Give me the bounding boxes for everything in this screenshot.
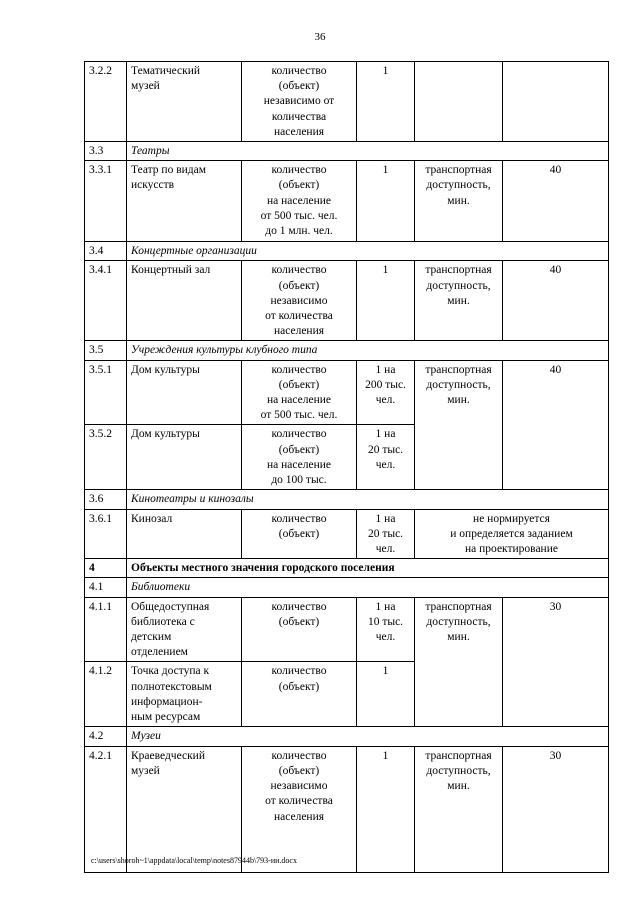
object-name: Общедоступная библиотека с детским отделением bbox=[127, 597, 242, 662]
section-title: Музеи bbox=[127, 727, 609, 746]
row-number: 3.2.2 bbox=[85, 62, 127, 142]
accessibility-type: транспортная доступность, мин. bbox=[415, 746, 503, 872]
page-number: 36 bbox=[314, 31, 326, 43]
row-number: 3.4.1 bbox=[85, 261, 127, 341]
section-number: 4 bbox=[85, 559, 127, 578]
indicator-value: 1 на 20 тыс. чел. bbox=[357, 425, 415, 490]
table-row bbox=[85, 746, 609, 872]
indicator-unit: количество (объект) независимо от количества населения bbox=[242, 261, 357, 341]
indicator-unit: количество (объект) независимо от количества населения bbox=[242, 62, 357, 142]
table-row bbox=[85, 62, 609, 142]
accessibility-value: 40 bbox=[503, 360, 609, 490]
accessibility-type: транспортная доступность, мин. bbox=[415, 597, 503, 727]
object-name: Дом культуры bbox=[127, 360, 242, 425]
accessibility-value: 30 bbox=[503, 746, 609, 872]
table-row bbox=[85, 161, 609, 242]
section-number: 3.4 bbox=[85, 242, 127, 261]
object-name: Дом культуры bbox=[127, 425, 242, 490]
object-name: Театр по видам искусств bbox=[127, 161, 242, 242]
section-row bbox=[85, 341, 609, 360]
section-row bbox=[85, 578, 609, 597]
object-name: Точка доступа к полнотекстовым информацион- ным ресурсам bbox=[127, 662, 242, 727]
section-row bbox=[85, 242, 609, 261]
row-number: 3.6.1 bbox=[85, 509, 127, 559]
indicator-unit: количество (объект) bbox=[242, 662, 357, 727]
table-row bbox=[85, 509, 609, 559]
indicator-value: 1 на 10 тыс. чел. bbox=[357, 597, 415, 662]
indicator-value: 1 bbox=[357, 662, 415, 727]
accessibility-value: 40 bbox=[503, 161, 609, 242]
indicator-unit: количество (объект) на население до 100 тыс. bbox=[242, 425, 357, 490]
object-name: Концертный зал bbox=[127, 261, 242, 341]
section-number: 3.3 bbox=[85, 142, 127, 161]
section-title: Объекты местного значения городского поселения bbox=[127, 559, 609, 578]
indicator-value: 1 на 200 тыс. чел. bbox=[357, 360, 415, 425]
accessibility-value bbox=[503, 62, 609, 142]
section-number: 3.5 bbox=[85, 341, 127, 360]
row-number: 4.1.1 bbox=[85, 597, 127, 662]
indicator-value: 1 bbox=[357, 261, 415, 341]
section-row bbox=[85, 142, 609, 161]
indicator-value: 1 bbox=[357, 62, 415, 142]
object-name: Краеведческий музей bbox=[127, 746, 242, 872]
indicator-value: 1 на 20 тыс. чел. bbox=[357, 509, 415, 559]
table-row bbox=[85, 261, 609, 341]
not-normalized-note: не нормируется и определяется заданием на проектирование bbox=[415, 509, 609, 559]
section-title: Библиотеки bbox=[127, 578, 609, 597]
section-title: Учреждения культуры клубного типа bbox=[127, 341, 609, 360]
row-number: 3.3.1 bbox=[85, 161, 127, 242]
object-name: Тематический музей bbox=[127, 62, 242, 142]
section-row bbox=[85, 727, 609, 746]
indicator-value: 1 bbox=[357, 161, 415, 242]
row-number: 3.5.1 bbox=[85, 360, 127, 425]
row-number: 4.1.2 bbox=[85, 662, 127, 727]
file-path-footer: c:\users\shoroh~1\appdata\local\temp\notes87944b\793-ии.docx bbox=[91, 856, 297, 865]
accessibility-type bbox=[415, 62, 503, 142]
section-number: 4.2 bbox=[85, 727, 127, 746]
accessibility-type: транспортная доступность, мин. bbox=[415, 261, 503, 341]
row-number: 3.5.2 bbox=[85, 425, 127, 490]
table-row bbox=[85, 360, 609, 425]
standards-table bbox=[84, 61, 609, 873]
section-title: Кинотеатры и кинозалы bbox=[127, 490, 609, 509]
section-title: Концертные организации bbox=[127, 242, 609, 261]
accessibility-value: 40 bbox=[503, 261, 609, 341]
indicator-unit: количество (объект) bbox=[242, 597, 357, 662]
table-row bbox=[85, 597, 609, 662]
section-row bbox=[85, 559, 609, 578]
indicator-unit: количество (объект) на население от 500 тыс. чел. до 1 млн. чел. bbox=[242, 161, 357, 242]
row-number: 4.2.1 bbox=[85, 746, 127, 872]
indicator-value: 1 bbox=[357, 746, 415, 872]
section-row bbox=[85, 490, 609, 509]
accessibility-type: транспортная доступность, мин. bbox=[415, 360, 503, 490]
section-number: 3.6 bbox=[85, 490, 127, 509]
accessibility-type: транспортная доступность, мин. bbox=[415, 161, 503, 242]
indicator-unit: количество (объект) на население от 500 тыс. чел. bbox=[242, 360, 357, 425]
section-title: Театры bbox=[127, 142, 609, 161]
indicator-unit: количество (объект) bbox=[242, 509, 357, 559]
object-name: Кинозал bbox=[127, 509, 242, 559]
section-number: 4.1 bbox=[85, 578, 127, 597]
indicator-unit: количество (объект) независимо от количества населения bbox=[242, 746, 357, 872]
accessibility-value: 30 bbox=[503, 597, 609, 727]
